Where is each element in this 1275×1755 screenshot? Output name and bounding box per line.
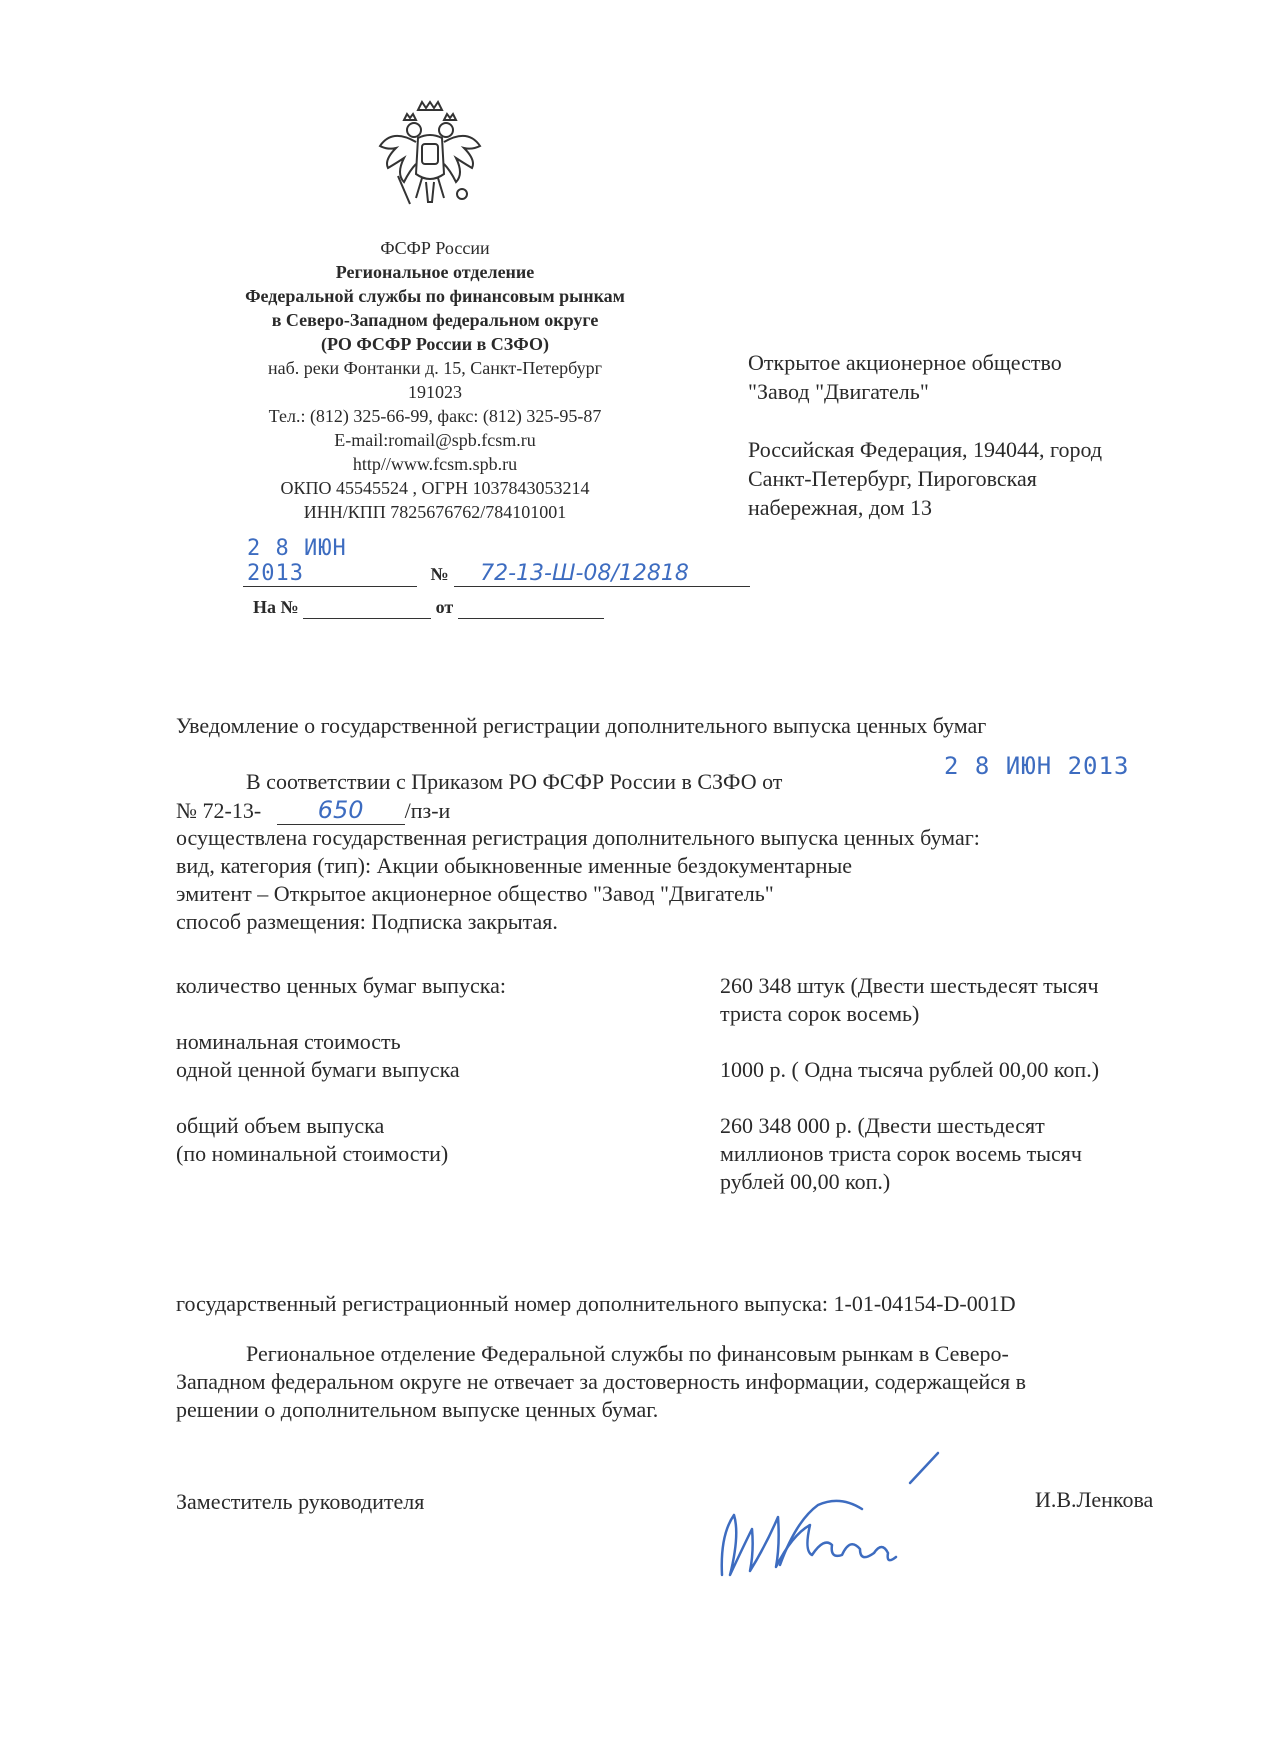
registration-details	[176, 824, 980, 936]
total-value: 260 348 000 р. (Двести шестьдесят	[720, 1113, 1045, 1138]
kind-line: вид, категория (тип): Акции обыкновенные именные бездокументарные	[176, 853, 853, 878]
disclaimer-line: решении о дополнительном выпуске ценных бумаг.	[176, 1397, 659, 1422]
order-date-stamp: 2 8 ИЮН 2013	[944, 752, 1130, 780]
signer-position: Заместитель руководителя	[176, 1489, 425, 1514]
addressee-line: набережная, дом 13	[748, 495, 933, 520]
addressee-line: Санкт-Петербург, Пироговская	[748, 466, 1037, 491]
total-value: рублей 00,00 коп.)	[720, 1169, 891, 1194]
addressee-block	[748, 348, 1102, 522]
signature-image	[700, 1425, 970, 1585]
quantity-label: количество ценных бумаг выпуска:	[176, 973, 506, 998]
order-reference-text: В соответствии с Приказом РО ФСФР России в СЗФО от	[246, 769, 783, 794]
org-phone: Тел.: (812) 325-66-99, факс: (812) 325-95-87	[268, 406, 602, 426]
outgoing-date-stamp: 2 8 ИЮН 2013	[243, 536, 417, 587]
state-emblem-icon	[370, 98, 490, 218]
number-label: №	[430, 564, 449, 584]
signer-name: И.В.Ленкова	[1035, 1487, 1154, 1512]
quantity-value: триста сорок восемь)	[720, 1001, 920, 1026]
org-email: E-mail:romail@spb.fcsm.ru	[334, 430, 536, 450]
total-value: миллионов триста сорок восемь тысяч	[720, 1141, 1082, 1166]
reply-number-label: На №	[253, 597, 299, 617]
disclaimer-line: Западном федеральном округе не отвечает за достоверность информации, содержащейся в	[176, 1369, 1027, 1394]
outgoing-reference	[243, 536, 750, 587]
issuer-line: эмитент – Открытое акционерное общество "Завод "Двигатель"	[176, 881, 774, 906]
disclaimer	[176, 1340, 1186, 1424]
reply-date-label: от	[435, 597, 454, 617]
addressee-line: "Завод "Двигатель"	[748, 379, 929, 404]
document-title: Уведомление о государственной регистрации дополнительного выпуска ценных бумаг	[176, 713, 987, 738]
outgoing-number: 72-13-Ш-08/12818	[454, 561, 750, 587]
order-number-handwritten: 650	[277, 796, 405, 825]
nominal-label: одной ценной бумаги выпуска	[176, 1057, 460, 1082]
order-number-prefix: № 72-13-	[176, 798, 262, 823]
addressee-line: Российская Федерация, 194044, город	[748, 437, 1103, 462]
total-label: общий объем выпуска	[176, 1113, 385, 1138]
org-okpo: ОКПО 45545524 , ОГРН 1037843053214	[280, 478, 590, 498]
org-website: http//www.fcsm.spb.ru	[352, 454, 518, 474]
quantity-value: 260 348 штук (Двести шестьдесят тысяч	[720, 973, 1099, 998]
reply-reference	[253, 597, 604, 619]
org-postcode: 191023	[408, 382, 462, 402]
reply-date-blank	[458, 597, 604, 619]
org-name-line: (РО ФСФР России в СЗФО)	[321, 334, 549, 354]
total-label: (по номинальной стоимости)	[176, 1141, 449, 1166]
org-short-name: ФСФР России	[380, 238, 490, 258]
disclaimer-line: Региональное отделение Федеральной службы по финансовым рынкам в Северо-	[246, 1341, 1009, 1366]
sender-header	[200, 236, 670, 524]
nominal-label: номинальная стоимость	[176, 1029, 401, 1054]
order-number	[176, 796, 450, 825]
registration-number: государственный регистрационный номер дополнительного выпуска: 1-01-04154-D-001D	[176, 1291, 1016, 1316]
org-address: наб. реки Фонтанки д. 15, Санкт-Петербург	[268, 358, 602, 378]
org-name-line: Федеральной службы по финансовым рынкам	[245, 286, 625, 306]
org-name-line: в Северо-Западном федеральном округе	[271, 310, 599, 330]
org-inn: ИНН/КПП 7825676762/784101001	[303, 502, 567, 522]
addressee-line: Открытое акционерное общество	[748, 350, 1062, 375]
registered-line: осуществлена государственная регистрация дополнительного выпуска ценных бумаг:	[176, 825, 980, 850]
org-name-line: Региональное отделение	[335, 262, 535, 282]
nominal-value: 1000 р. ( Одна тысяча рублей 00,00 коп.)	[720, 1057, 1100, 1082]
reply-number-blank	[303, 597, 431, 619]
order-number-suffix: /пз-и	[404, 798, 451, 823]
method-line: способ размещения: Подписка закрытая.	[176, 909, 558, 934]
